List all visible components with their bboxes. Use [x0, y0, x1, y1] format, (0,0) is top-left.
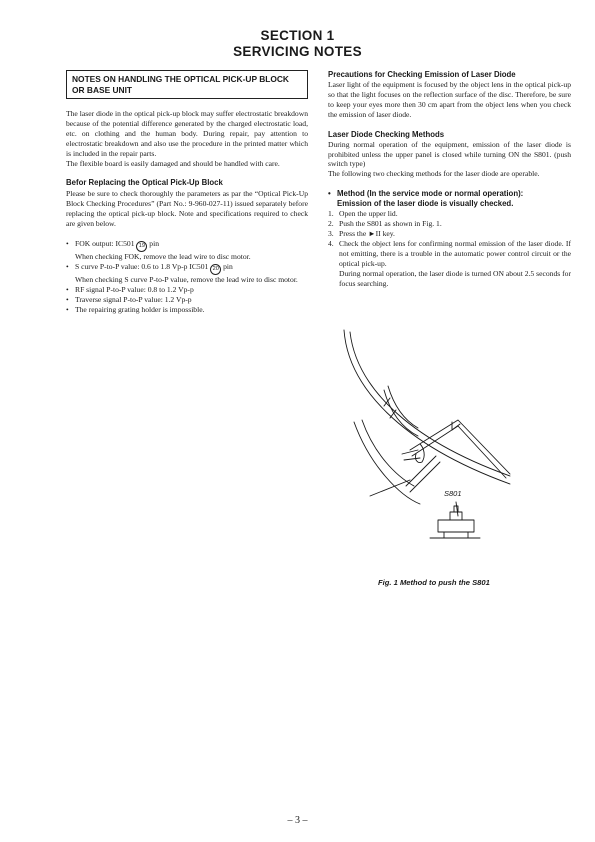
guide-line	[370, 480, 410, 496]
lid-outer-arc	[344, 330, 510, 484]
intro-paragraph: The laser diode in the optical pick-up block may suffer electrostatic breakdown because of the potential difference generated by the charged electrostatic load, etc. on clothing and the human body. During repair, pay attention to electrostatic breakdown and also use the procedure in the printed matter which is included in the repair parts.	[66, 109, 308, 158]
bullet-dot: •	[66, 261, 69, 271]
s-curve-note: When checking S curve P-to-P value, remove the lead wire to disc motor.	[75, 274, 298, 284]
step-text: Press the ►II key.	[339, 229, 395, 239]
list-item	[66, 305, 308, 315]
s801-figure	[340, 326, 520, 551]
precautions-heading: Precautions for Checking Emission of Laser Diode	[328, 70, 516, 79]
list-item	[328, 219, 571, 229]
pin-number-badge: 19	[136, 241, 147, 252]
step-number: 4.	[328, 238, 334, 248]
bullet-dot: •	[66, 284, 69, 294]
procedure-steps	[328, 209, 571, 288]
list-item	[328, 239, 571, 289]
rf-signal-text: RF signal P-to-P value: 0.8 to 1.2 Vp-p	[75, 284, 194, 294]
handling-notes-title: NOTES ON HANDLING THE OPTICAL PICK-UP BLOCK OR BASE UNIT	[66, 70, 308, 99]
method-line-2: Emission of the laser diode is visually checked.	[337, 199, 514, 209]
list-item	[66, 239, 308, 262]
method-heading	[328, 189, 571, 209]
list-item	[66, 295, 308, 305]
bullet-dot: •	[66, 239, 69, 249]
list-item	[66, 262, 308, 285]
list-item	[66, 285, 308, 295]
bullet-dot: •	[66, 294, 69, 304]
fok-output-text: FOK output: IC501	[75, 239, 137, 249]
section-number: SECTION 1	[260, 28, 335, 43]
spec-list	[66, 239, 308, 315]
flexible-board-note: The flexible board is easily damaged and should be handled with care.	[66, 158, 280, 168]
pin-number-badge: 20	[210, 264, 221, 275]
step-number: 1.	[328, 209, 334, 219]
switch-button	[450, 512, 462, 520]
step-text: Check the object lens for confirming normal emission of the laser diode. If not emitting, there is a trouble in the automatic power control circuit or the optical pick-up.	[339, 238, 571, 268]
list-item	[328, 209, 571, 219]
method-line-1: Method (In the service mode or normal operation):	[337, 189, 524, 199]
checking-methods-paragraph: During normal operation of the equipment, emission of the laser diode is prohibited unless the upper panel is closed while turning ON the S801. (push switch type)	[328, 139, 571, 169]
step-text: Push the S801 as shown in Fig. 1.	[339, 219, 442, 229]
replacing-heading: Befor Replacing the Optical Pick-Up Block	[66, 178, 223, 188]
replacing-paragraph: Please be sure to check thoroughly the parameters as par the “Optical Pick-Up Block Checking Procedures” (Part No.: 9-960-027-11) issued separately before replacing the optical pick-up block. Note and specifications required to check are given below.	[66, 189, 308, 229]
probe-line	[404, 458, 420, 460]
pin-suffix: pin	[147, 239, 159, 249]
grating-holder-text: The repairing grating holder is impossible.	[75, 304, 205, 314]
s-curve-text: S curve P-to-P value: 0.6 to 1.8 Vp-p IC501	[75, 261, 211, 271]
precautions-paragraph: Laser light of the equipment is focused by the object lens in the optical pick-up so that the light focuses on the reflection surface of the disc. Therefore, be sure to keep your eyes more then 30 cm apart from the object lens when you check the emission of laser diode.	[328, 80, 571, 119]
step-number: 2.	[328, 219, 334, 229]
left-column	[66, 70, 308, 315]
bullet-dot: •	[328, 189, 331, 199]
step-number: 3.	[328, 229, 334, 239]
section-title: SERVICING NOTES	[233, 44, 362, 59]
pin-suffix: pin	[221, 261, 233, 271]
checking-methods-heading: Laser Diode Checking Methods	[328, 129, 445, 139]
switch-body	[438, 520, 474, 532]
fok-note: When checking FOK, remove the lead wire to disc motor.	[75, 252, 251, 262]
push-stick-edge	[412, 426, 506, 478]
page-number: – 3 –	[287, 815, 308, 826]
right-column	[328, 70, 571, 289]
cavity-arc-inner	[388, 386, 418, 428]
s801-label: S801	[444, 489, 462, 498]
section-header	[0, 28, 595, 60]
traverse-signal-text: Traverse signal P-to-P value: 1.2 Vp-p	[75, 294, 192, 304]
checking-methods-note: The following two checking methods for the laser diode are operable.	[328, 169, 540, 179]
bullet-dot: •	[66, 304, 69, 314]
lid-inner-arc	[350, 332, 510, 476]
figure-caption: Fig. 1 Method to push the S801	[378, 578, 490, 587]
step-note: During normal operation, the laser diode is turned ON about 2.5 seconds for focus searching.	[339, 268, 571, 288]
step-text: Open the upper lid.	[339, 209, 398, 219]
list-item	[328, 229, 571, 239]
